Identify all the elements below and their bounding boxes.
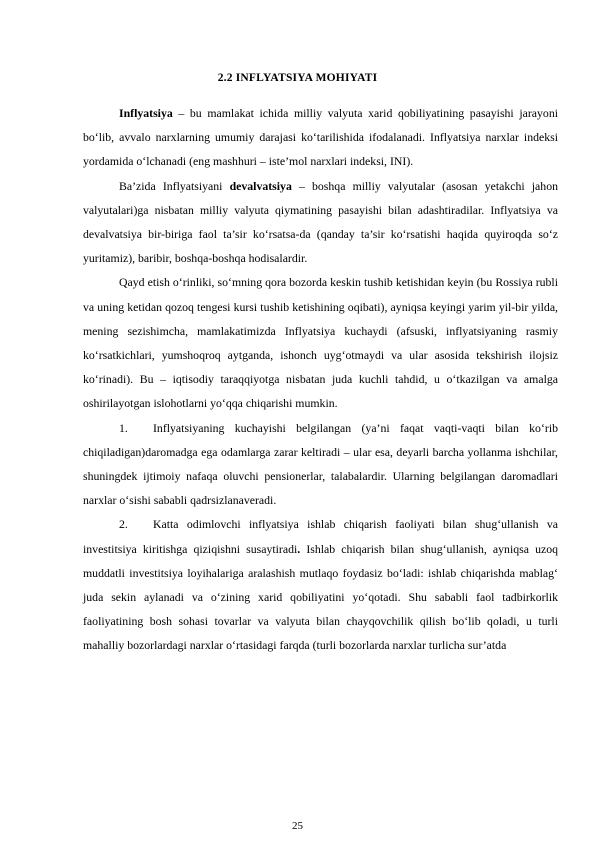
list-item-text: Katta odimlovchi inflyatsiya ishlab chiqarish faoliyati bilan shug‘ullanish va investitsiya kiritishga qiziqishni susaytiradi bbox=[83, 517, 558, 556]
term-inflyatsiya: Inflyatsiya bbox=[119, 106, 173, 120]
paragraph-text: – bu mamlakat ichida milliy valyuta xarid qobiliyatining pasayishi jarayoni bo‘lib, avvalo narxlarning umumiy darajasi ko‘tarilishida ifodalanadi. Inflyatsiya narxlar indeksi yordamida o‘lchanadi (eng mashhuri – iste’mol narxlari indeksi, INI). bbox=[83, 106, 558, 169]
list-item-2 bbox=[83, 512, 558, 657]
list-item-text-continued: Ishlab chiqarish bilan shug‘ullanish, ayniqsa uzoq muddatli investitsiya loyihalariga aralashish mutlaqo foydasiz bo‘ladi: ishlab chiqarishda mablag‘ juda sekin aylanadi va o‘zining xarid qobiliyatini yo‘qotadi. Shu sababli faol tadbirkorlik faoliyatining bosh sohasi tovarlar va valyuta bilan chayqovchilik qilish bo‘lib qoladi, u turli mahalliy bozorlardagi narxlar o‘rtasidagi farqda (turli bozorlarda narxlar turlicha sur’atda bbox=[83, 541, 558, 653]
paragraph-devaluation bbox=[83, 174, 558, 271]
list-item-text: Inflyatsiyaning kuchayishi belgilangan (ya’ni faqat vaqti-vaqti bilan ko‘rib chiqiladigan)daromadga ega odamlarga zarar keltiradi – ular esa, deyarli barcha yollanma ishchilar, shuningdek ijtimoiy nafaqa oluvchi pensionerlar, talabalardir. Ularning belgilangan daromadlari narxlar o‘sishi sababli qadrsizlanaveradi. bbox=[83, 420, 558, 508]
paragraph-black-market: Qayd etish o‘rinliki, so‘mning qora bozorda keskin tushib ketishidan keyin (bu Rossiya rubli va uning ketidan qozoq tengesi kursi tushib ketishining oqibati), ayniqsa keyingi yarim yil-bir yilda, mening sezishimcha, mamlakatimizda Inflyatsiya kuchaydi (afsuski, inflyatsiyaning rasmiy ko‘rsatkichlari, yumshoqroq aytganda, ishonch uyg‘otmaydi va ular asosida tekshirish ilojsiz ko‘rinadi). Bu – iqtisodiy taraqqiyotga nisbatan juda kuchli tahdid, u o‘tkazilgan va amalga oshirilayotgan islohotlarni yo‘qqa chiqarishi mumkin. bbox=[83, 275, 558, 411]
list-number: 2. bbox=[119, 517, 128, 532]
body-text bbox=[83, 101, 558, 658]
paragraph-inflation-definition bbox=[83, 101, 558, 174]
bold-period: . bbox=[297, 541, 301, 556]
list-item-1 bbox=[83, 416, 558, 513]
term-devalvatsiya: devalvatsiya bbox=[229, 178, 292, 193]
paragraph-text: Ba’zida Inflyatsiyani bbox=[119, 178, 230, 193]
list-number: 1. bbox=[119, 420, 128, 435]
page-number: 25 bbox=[292, 820, 303, 832]
section-heading: 2.2 INFLYATSIYA MOHIYATI bbox=[217, 72, 378, 84]
paragraph-text: – boshqa milliy valyutalar (asosan yetakchi jahon valyutalari)ga nisbatan milliy valyuta qiymatining pasayishi bilan adashtiradilar. Inflyatsiya va devalvatsiya bir-biriga faol ta’sir ko‘rsatsa-da (qanday ta’sir ko‘rsatishi haqida quyiroqda so‘z yuritamiz), baribir, boshqa-boshqa hodisalardir. bbox=[83, 178, 558, 266]
